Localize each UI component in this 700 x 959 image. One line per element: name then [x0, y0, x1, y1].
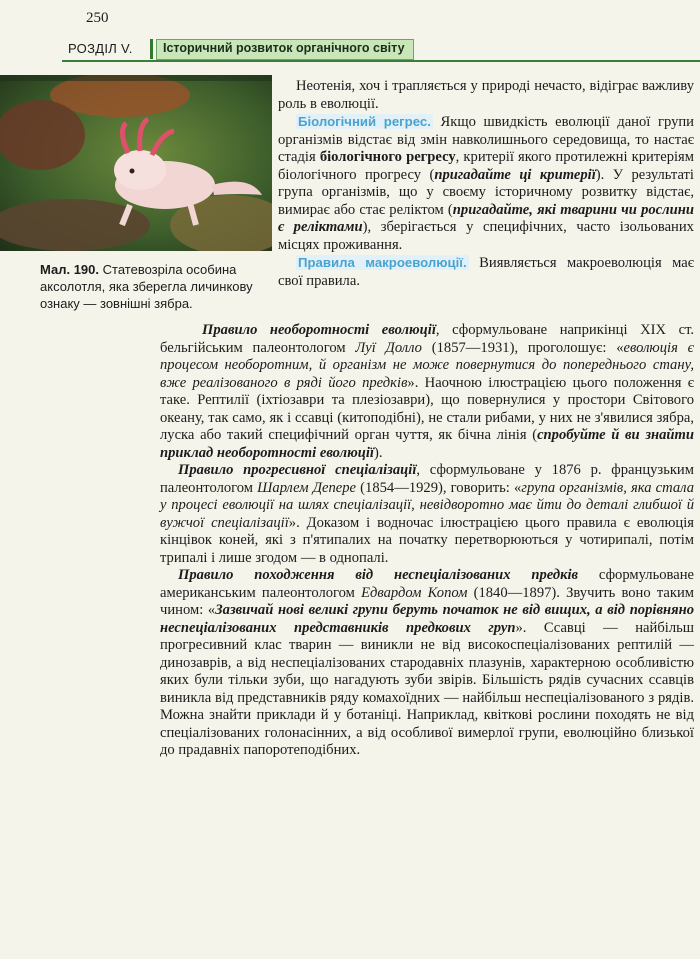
rule-deperet: Правило прогресивної спеціалізації	[178, 462, 417, 478]
paragraph-rule-dollo: Правило необоротності еволюції, сформульоване наприкінці XIX ст. бельгійським палеонтологом Луї Долло (1857—1931), проголошує: «еволюція є процесом необоротним, й організм не може повернутися до попереднього стану, вже реалізованого в ряді його предків». Наочною ілюстрацією цього положення є таке. Рептилії (іхтіозаври та плезіозаври), що повернулися у простори Світового океану, так само, як і ссавці (китоподібні), не стали рибами, у них не з'явилися зябра, луска або такий специфічний орган чуття, як бічна лінія (спробуйте й ви знайти приклад необоротності еволюції).	[160, 322, 694, 461]
term-regress: біологічного регресу	[319, 149, 456, 165]
rule-dollo: Правило необоротності еволюції	[202, 322, 436, 338]
figure-label: Мал. 190.	[40, 262, 100, 277]
running-header	[62, 38, 700, 62]
heading-regress: Біологічний регрес.	[298, 114, 431, 129]
page-number: 250	[86, 10, 109, 26]
axolotl-photo	[0, 75, 272, 251]
paragraph-rule-cope: Правило походження від неспеціалізованих предків сформульоване американським палеонтологом Едвардом Копом (1840—1897). Звучить воно таким чином: «Зазвичай нові великі групи беруть початок не від вищих, а від порівняно неспеціалізованих представників предкових груп». Ссавці — найбільш прогресивний клас тварин — виникли не від високоспеціалізованих рептилій — динозаврів, а від неспеціалізованих стародавніх плазунів, характерною особливістю яких були тільки зуби, що нагадують зуби звірів. Більшість рядів сучасних ссавців виникла від представників ряду комахоїдних — найбільш неспеціалізованого з рядів. Можна знайти приклади й у ботаніці. Наприклад, квіткові рослини походять не від спеціалізованих голонасінних, а від особливої вимерлої групи, еволюційно близької до прадавніх папоротеподібних.	[160, 567, 694, 758]
paragraph-rule-deperet: Правило прогресивної спеціалізації, сформульоване у 1876 р. французьким палеонтологом Шарлем Депере (1854—1929), говорить: «група організмів, яка стала у процесі еволюції на шлях спеціалізації, невідворотно має йти до деталі глибшої й вужчої спеціалізації». Доказом і водночас ілюстрацією цього правила є еволюція кінцівок коней, які з п'ятипалих на початку перетворюються у чотирипалі, потім трипалі і лише згодом — в однопалі.	[160, 462, 695, 566]
rule-cope: Правило походження від неспеціалізованих предків	[178, 567, 579, 583]
paragraph-regress: Біологічний регрес. Якщо швидкість еволюції даної групи організмів відстає від змін навколишнього середовища, то настає стадія біологічного регресу, критерії якого протилежні критеріям біологічного прогресу (пригадайте ці критерії). У результаті група організмів, що у своєму історичному розвитку відстає, вимирає або стає реліктом (пригадайте, які тварини чи рослини є реліктами), зберігається у специфічних, часто ізольованих місцях проживання.	[278, 114, 694, 253]
section-divider	[150, 39, 153, 59]
axolotl-illustration	[0, 75, 272, 251]
heading-macroevolution: Правила макроеволюції.	[298, 255, 467, 270]
text-column-main	[160, 322, 694, 760]
section-label: РОЗДІЛ V.	[68, 41, 133, 56]
figure-caption-text: Статевозріла особина аксолотля, яка зберегла личинкову ознаку — зовнішні зябра.	[40, 262, 253, 311]
paragraph-macroevolution: Правила макроеволюції. Виявляється макроеволюція має свої правила.	[278, 255, 694, 289]
chapter-title: Історичний розвиток органічного світу	[156, 39, 414, 60]
figure-caption	[40, 262, 276, 312]
paragraph-neoteny: Неотенія, хоч і трапляється у природі нечасто, відіграє важливу роль в еволюції.	[278, 78, 694, 112]
text-column-right	[278, 78, 694, 290]
